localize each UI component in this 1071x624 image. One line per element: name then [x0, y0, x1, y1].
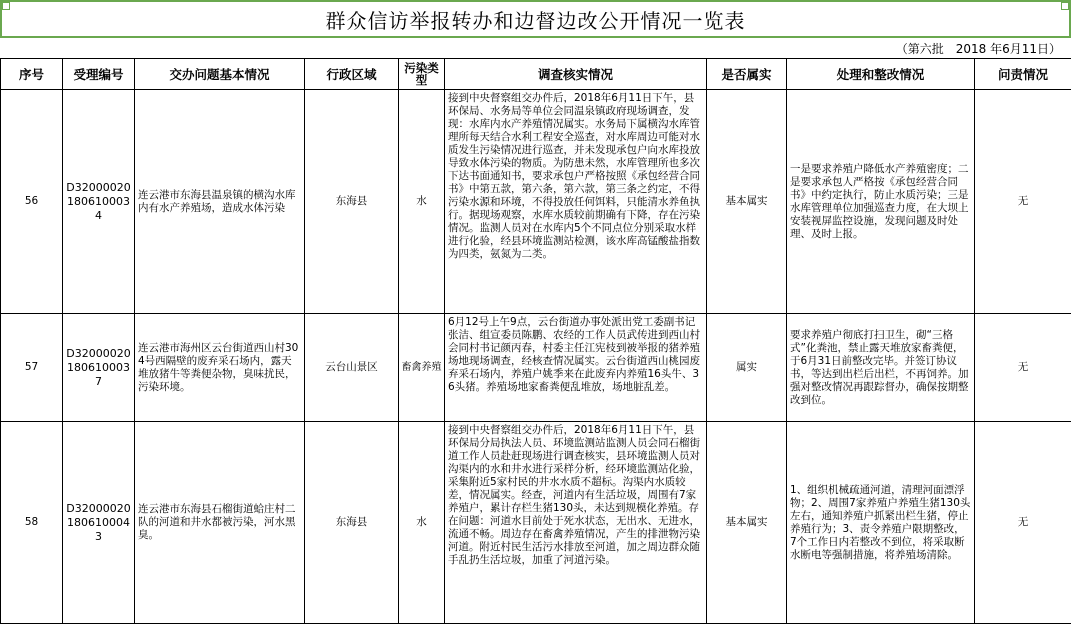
cell-investigation[interactable] [445, 314, 707, 422]
page-title: 群众信访举报转办和边督边改公开情况一览表 [326, 5, 746, 34]
selection-handle-right[interactable] [1061, 2, 1069, 10]
cell-no[interactable]: 58 [1, 422, 63, 624]
cell-issue[interactable]: 连云港市东海县石榴街道蛤庄村二队的河道和井水都被污染，河水黑臭。 [135, 422, 305, 624]
cell-rectification[interactable]: 要求养殖户彻底打扫卫生，砌“三格式”化粪池，禁止露天堆放家畜粪便，于6月31日前整改完毕。并签订协议书，等达到出栏后出栏，不再饲养。加强对整改情况再跟踪督办，确保按期整改到位。 [787, 314, 975, 422]
cell-accountability[interactable]: 无 [975, 422, 1071, 624]
cell-accountability[interactable]: 无 [975, 314, 1071, 422]
header-pollution-type: 污染类型 [399, 59, 445, 90]
header-code: 受理编号 [63, 59, 135, 90]
cell-region[interactable]: 东海县 [305, 90, 399, 314]
title-cell[interactable] [0, 0, 1071, 38]
cell-region[interactable]: 东海县 [305, 422, 399, 624]
cell-pollution-type[interactable]: 畜禽养殖 [399, 314, 445, 422]
cell-region[interactable]: 云台山景区 [305, 314, 399, 422]
cell-issue[interactable]: 连云港市海州区云台街道西山村304号西隔壁的废弃采石场内，露天堆放猪牛等粪便杂物，臭味扰民，污染环境。 [135, 314, 305, 422]
header-accountability: 问责情况 [975, 59, 1071, 90]
table-row [1, 90, 1071, 314]
cell-verified[interactable]: 基本属实 [707, 90, 787, 314]
cell-no[interactable]: 56 [1, 90, 63, 314]
cell-issue[interactable]: 连云港市东海县温泉镇的横沟水库内有水产养殖场，造成水体污染 [135, 90, 305, 314]
header-row [1, 59, 1071, 90]
batch-date-label: （第六批 2018 年6月11日） [896, 40, 1061, 57]
cell-investigation[interactable] [445, 90, 707, 314]
header-investigation: 调查核实情况 [445, 59, 707, 90]
cell-code[interactable]: D320000201806100037 [63, 314, 135, 422]
header-region: 行政区域 [305, 59, 399, 90]
header-rectification: 处理和整改情况 [787, 59, 975, 90]
investigation-text: 接到中央督察组交办件后，2018年6月11日下午，县环保局分局执法人员、环境监测站监测人员会同石榴街道工作人员赴赶现场进行调查核实，县环境监测人员对沟渠内的水和井水进行采样分析，经环境监测站化验，采集附近5家村民的井水水质不超标。沟渠内水质较差，情况属实。经查，河道内有生活垃圾，周围有7家养殖户，累计存栏生猪130头，未达到规模化养殖。存在问题：河道水目前处于死水状态，无出水、无进水，流通不畅。周边存在畜禽养殖情况，产生的排泄物污染河道。附近村民生活污水排放至河道，加之周边群众随手乱扔生活垃圾，加重了河道污染。 [448, 424, 703, 622]
selection-handle-left[interactable] [2, 2, 10, 10]
cell-accountability[interactable]: 无 [975, 90, 1071, 314]
cell-verified[interactable]: 属实 [707, 314, 787, 422]
cell-rectification[interactable]: 1、组织机械疏通河道，清理河面漂浮物；2、周围7家养殖户养殖生猪130头左右，通知养殖户抓紧出栏生猪，停止养殖行为；3、责令养殖户限期整改，7个工作日内若整改不到位，将采取断水断电等强制措施，将养殖场清除。 [787, 422, 975, 624]
header-no: 序号 [1, 59, 63, 90]
cell-investigation[interactable] [445, 422, 707, 624]
cell-pollution-type[interactable]: 水 [399, 422, 445, 624]
table-row [1, 422, 1071, 624]
header-verified: 是否属实 [707, 59, 787, 90]
cell-rectification[interactable]: 一是要求养殖户降低水产养殖密度；二是要求承包人严格按《承包经营合同书》中约定执行，防止水质污染；三是水库管理单位加强巡查力度，在大坝上安装视屏监控设施，发现问题及时处理、及时上报。 [787, 90, 975, 314]
cell-no[interactable]: 57 [1, 314, 63, 422]
cell-code[interactable]: D320000201806100034 [63, 90, 135, 314]
report-table [0, 58, 1071, 624]
table-row [1, 314, 1071, 422]
cell-verified[interactable]: 基本属实 [707, 422, 787, 624]
cell-code[interactable]: D320000201806100043 [63, 422, 135, 624]
investigation-text: 6月12号上午9点，云台街道办事处派出党工委副书记张洁、组宣委员陈鹏、农经的工作人员武传进到西山村会同村书记颜丙春，村委主任江宪枝到被举报的猪养殖场地现场调查，经核查情况属实。云台街道西山桃园废弃采石场内，养殖户姚季来在此废弃内养殖16头牛、36头猪。养殖场地家畜粪便乱堆放，场地脏乱差。 [448, 316, 703, 420]
investigation-text: 接到中央督察组交办件后，2018年6月11日下午，县环保局、水务局等单位会同温泉镇政府现场调查，发现：水库内水产养殖情况属实。水务局下属横沟水库管理所每天结合水利工程安全巡查，对水库周边可能对水质发生污染情况进行巡查，并未发现承包户向水库投放导致水体污染的物质。为防患未然，水库管理所也多次下达书面通知书，要求承包户严格按照《承包经营合同书》中第五款，第六条，第六款，第三条之约定，不得污染水源和环境，不得投放任何饵料，只能清水养鱼执行。据现场观察，水库水质较前期确有下降，存在污染情况。监测人员对在水库内5个不同点位分别采取水样进行化验，经县环境监测站检测，该水库高锰酸盐指数为四类，氨氮为二类。 [448, 92, 703, 312]
header-issue: 交办问题基本情况 [135, 59, 305, 90]
cell-pollution-type[interactable]: 水 [399, 90, 445, 314]
